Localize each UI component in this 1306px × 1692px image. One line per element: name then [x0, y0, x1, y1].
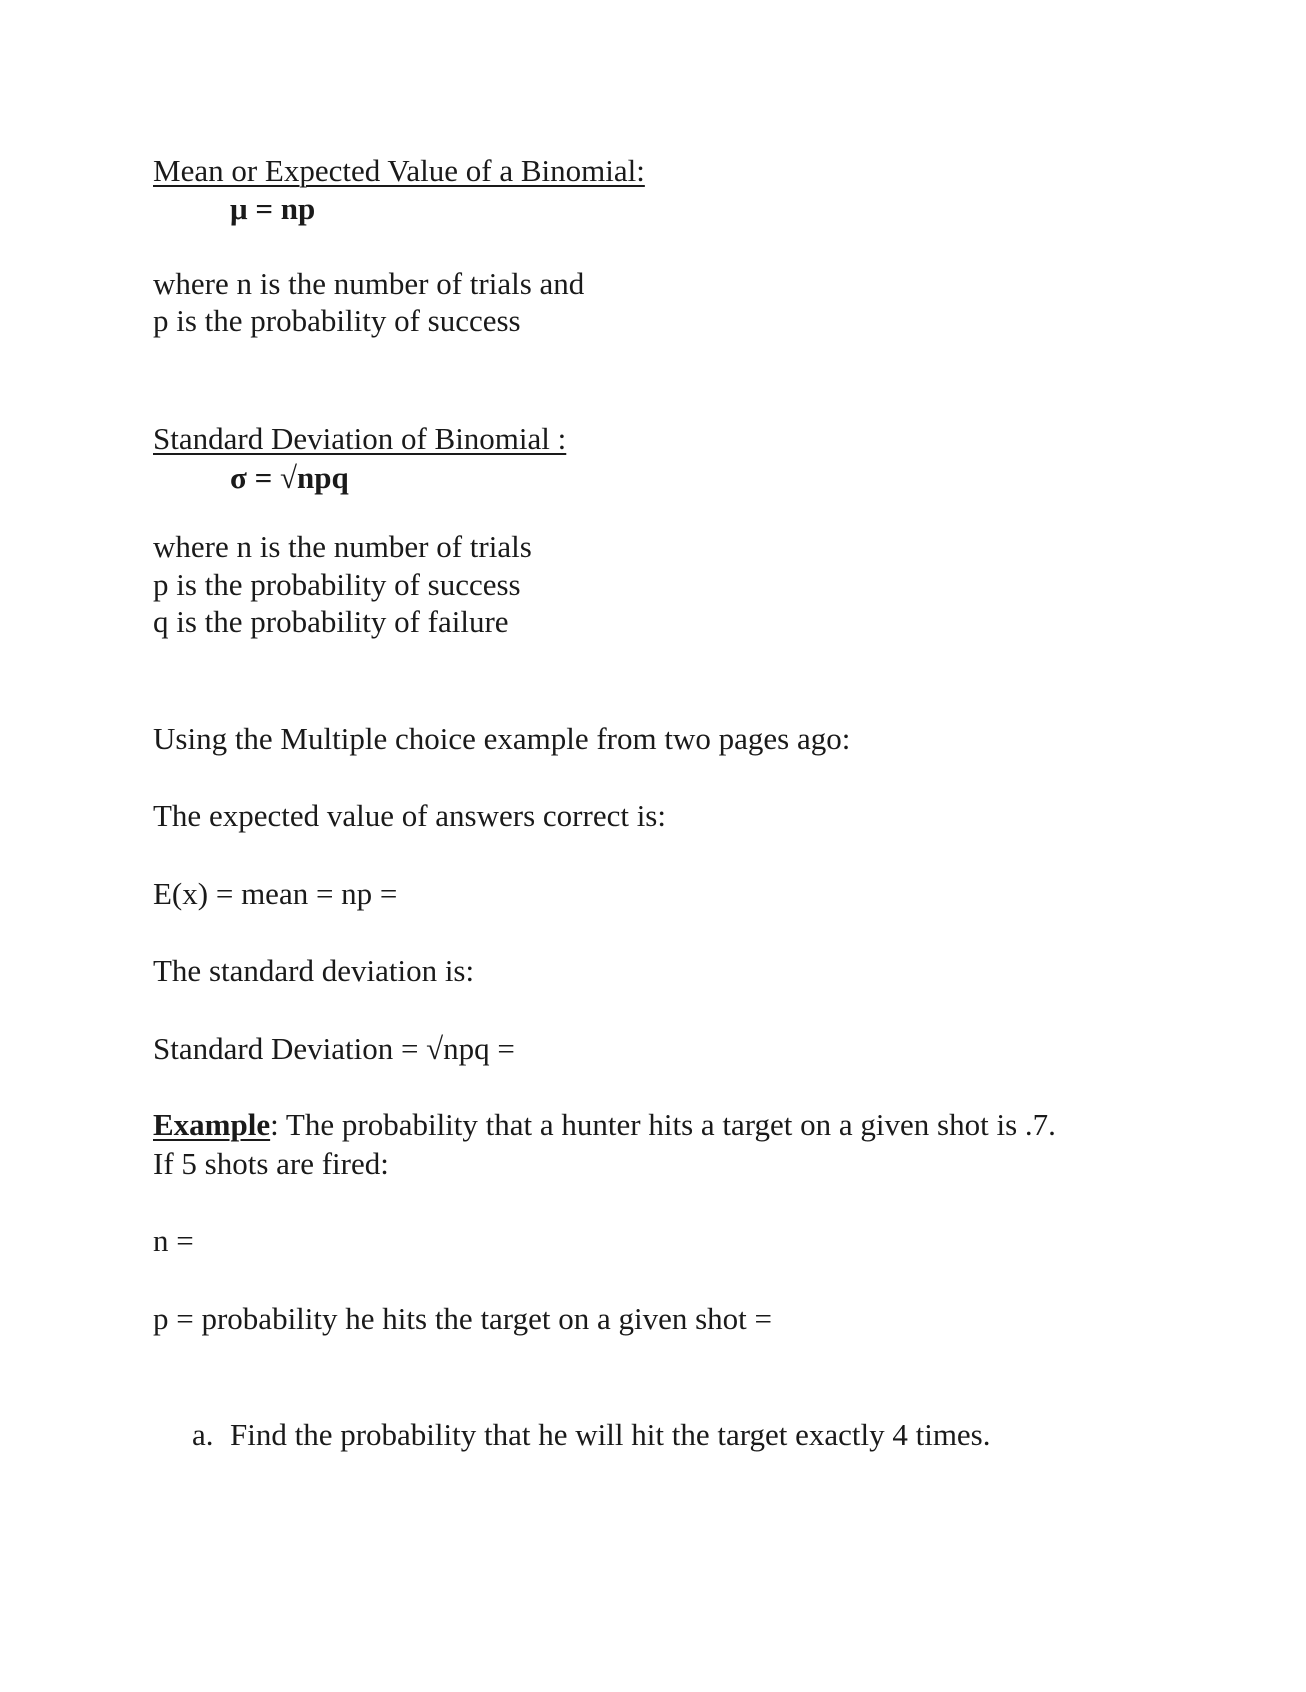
sd-desc-line-3: q is the probability of failure — [153, 604, 509, 639]
question-a-text: Find the probability that he will hit the target exactly 4 times. — [230, 1417, 991, 1452]
sd-desc-line-2: p is the probability of success — [153, 567, 521, 602]
example-line-2: If 5 shots are fired: — [153, 1146, 389, 1181]
sd-heading: Standard Deviation of Binomial : — [153, 421, 567, 456]
sd-desc-line-1: where n is the number of trials — [153, 529, 532, 564]
example-label: Example — [153, 1107, 271, 1142]
mean-desc-line-2: p is the probability of success — [153, 303, 521, 338]
mean-desc-line-1: where n is the number of trials and — [153, 266, 585, 301]
mc-expected-formula: E(x) = mean = np = — [153, 876, 398, 911]
example-line-1 — [153, 1106, 1056, 1144]
mc-sd-formula: Standard Deviation = √npq = — [153, 1031, 515, 1066]
mean-heading: Mean or Expected Value of a Binomial: — [153, 153, 645, 188]
mean-formula: μ = np — [230, 191, 316, 226]
example-n-line: n = — [153, 1223, 194, 1258]
example-p-line: p = probability he hits the target on a given shot = — [153, 1301, 772, 1336]
mc-expected-prompt: The expected value of answers correct is: — [153, 798, 666, 833]
sd-formula: σ = √npq — [230, 460, 349, 495]
question-a-marker: a. — [192, 1417, 214, 1452]
mc-intro: Using the Multiple choice example from two pages ago: — [153, 721, 851, 756]
example-text: : The probability that a hunter hits a target on a given shot is .7. — [270, 1107, 1056, 1142]
mc-sd-prompt: The standard deviation is: — [153, 953, 475, 988]
